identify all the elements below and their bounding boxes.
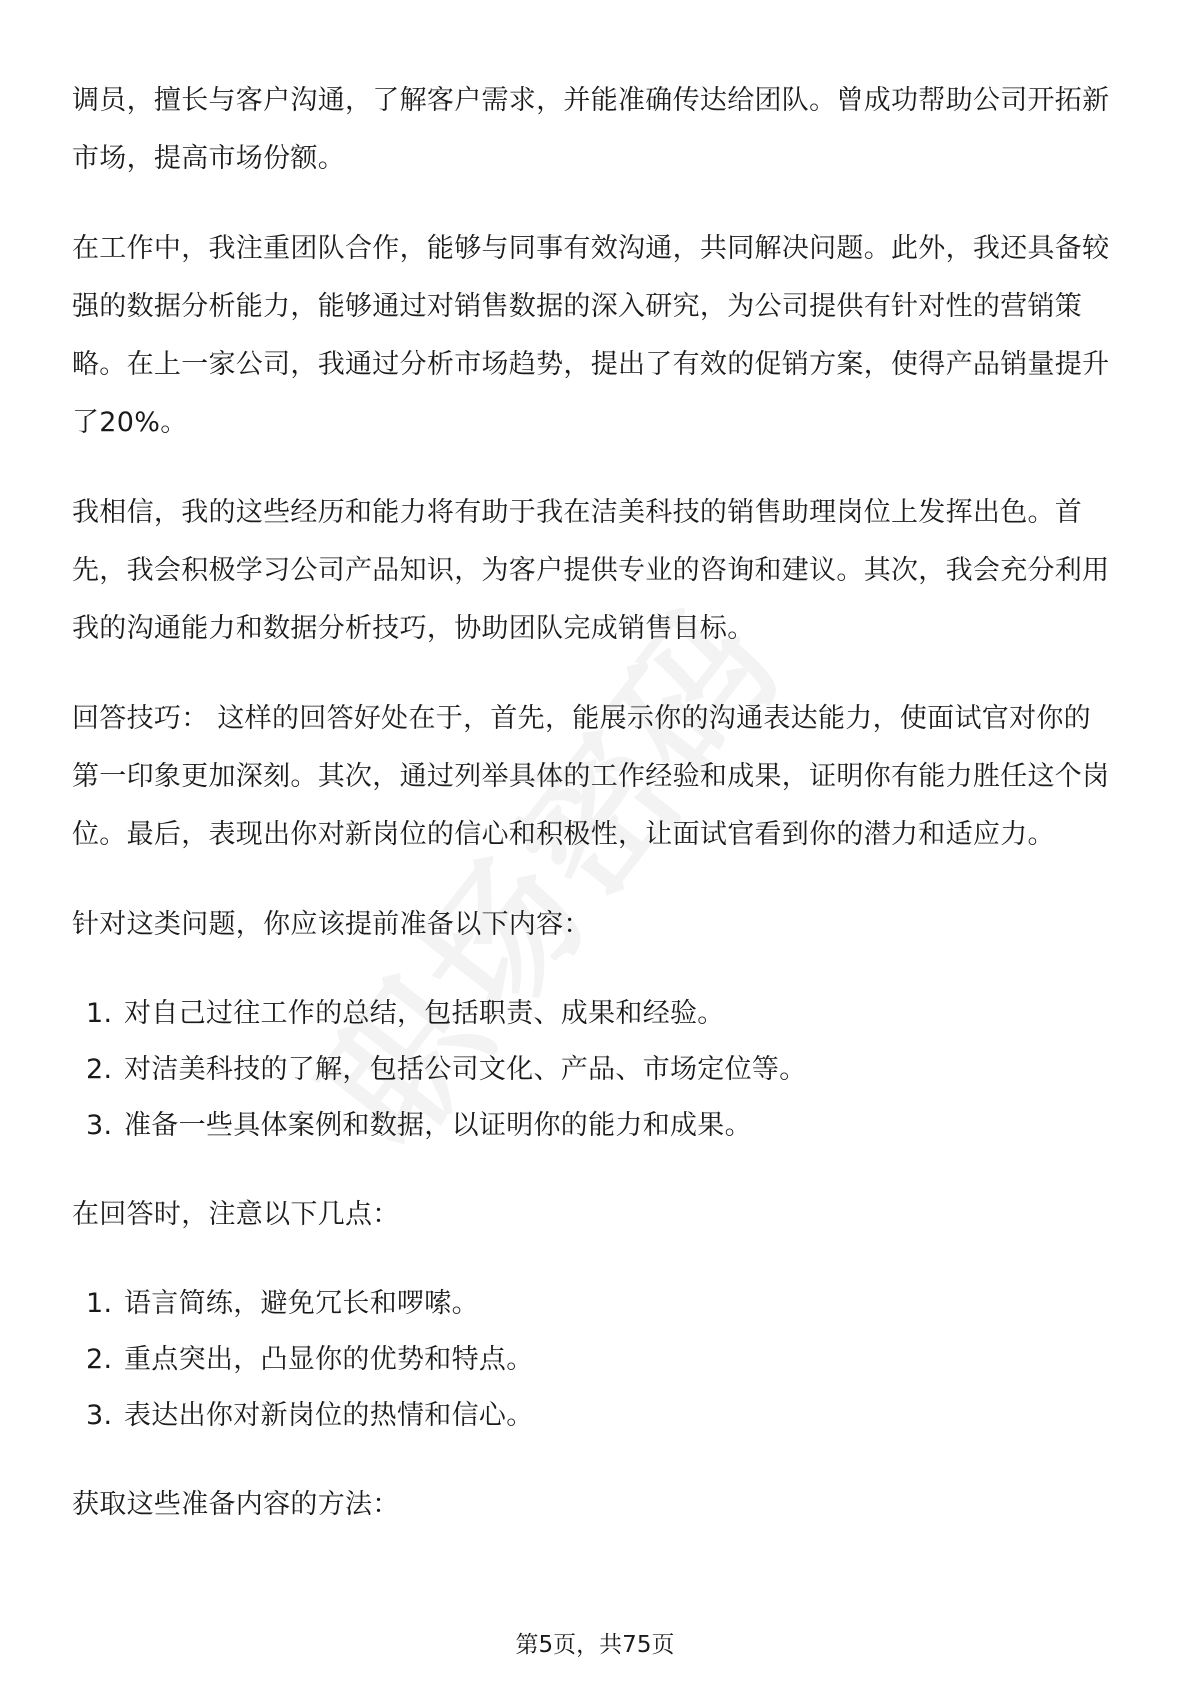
list-text: 准备一些具体案例和数据，以证明你的能力和成果。 [124,1110,752,1141]
list-text: 对洁美科技的了解，包括公司文化、产品、市场定位等。 [124,1054,807,1085]
closing-line: 获取这些准备内容的方法： [72,1489,400,1520]
paragraph-teamwork: 在工作中，我注重团队合作，能够与同事有效沟通，共同解决问题。此外，我还具备较强的数据分析能力，能够通过对销售数据的深入研究，为公司提供有针对性的营销策略。在上一家公司，我通过分析市场趋势，提出了有效的促销方案，使得产品销量提升了20%。 [72,233,1110,438]
list-number: 2. [86,1344,113,1375]
list-text: 表达出你对新岗位的热情和信心。 [124,1400,534,1431]
page-footer: 第5页，共75页 [515,1632,675,1658]
list-item [72,986,1118,1042]
paragraph-experience: 调员，擅长与客户沟通，了解客户需求，并能准确传达给团队。曾成功帮助公司开拓新市场，提高市场份额。 [72,85,1110,174]
list-number: 2. [86,1054,113,1085]
list-text: 重点突出，凸显你的优势和特点。 [124,1344,534,1375]
list-item [72,1276,1118,1332]
attention-list [72,1276,1118,1444]
paragraph-confidence: 我相信，我的这些经历和能力将有助于我在洁美科技的销售助理岗位上发挥出色。首先，我会积极学习公司产品知识，为客户提供专业的咨询和建议。其次，我会充分利用我的沟通能力和数据分析技巧，协助团队完成销售目标。 [72,497,1110,644]
preparation-list [72,986,1118,1154]
list-item [72,1042,1118,1098]
paragraph-answer-tips: 回答技巧： 这样的回答好处在于，首先，能展示你的沟通表达能力，使面试官对你的第一印象更加深刻。其次，通过列举具体的工作经验和成果，证明你有能力胜任这个岗位。最后，表现出你对新岗位的信心和积极性，让面试官看到你的潜力和适应力。 [72,703,1110,850]
list-number: 1. [86,1288,113,1319]
document-body [72,72,1118,1566]
list-text: 对自己过往工作的总结，包括职责、成果和经验。 [124,998,725,1029]
list-item [72,1098,1118,1154]
list-item [72,1332,1118,1388]
section1-intro: 针对这类问题，你应该提前准备以下内容： [72,909,591,940]
list-number: 3. [86,1110,113,1141]
list-text: 语言简练，避免冗长和啰嗦。 [124,1288,479,1319]
list-number: 1. [86,998,113,1029]
list-number: 3. [86,1400,113,1431]
section2-intro: 在回答时，注意以下几点： [72,1199,400,1230]
list-item [72,1388,1118,1444]
